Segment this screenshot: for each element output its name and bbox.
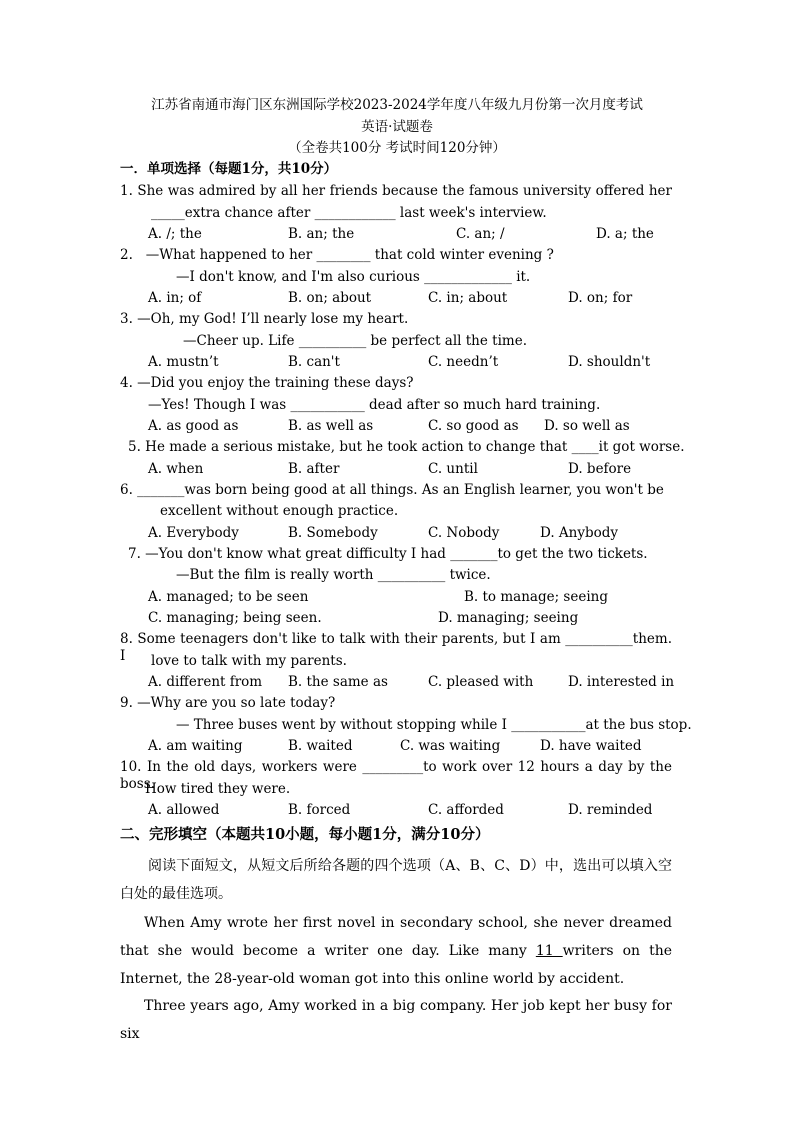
q8-option-b: B. the same as <box>288 674 388 690</box>
q3-option-c: C. needn’t <box>428 354 499 370</box>
q1-option-b: B. an; the <box>288 226 355 242</box>
q8-line1: 8. Some teenagers don't like to talk with their parents, but I am __________them. I <box>120 631 672 664</box>
q9-line2: — Three buses went by without stopping while I ___________at the bus stop. <box>176 717 692 733</box>
q10-line1: 10. In the old days, workers were _________to work over 12 hours a day by the boss. <box>120 759 672 792</box>
q3-option-a: A. mustn’t <box>148 354 219 370</box>
q2-option-d: D. on; for <box>568 290 633 306</box>
q8-option-c: C. pleased with <box>428 674 534 690</box>
q7-option-d: D. managing; seeing <box>438 610 579 626</box>
q10-option-c: C. afforded <box>428 802 504 818</box>
q9-option-b: B. waited <box>288 738 353 754</box>
q1-line1: 1. She was admired by all her friends because the famous university offered her <box>120 183 672 199</box>
q7-line2: —But the film is really worth __________ twice. <box>176 567 491 583</box>
q3-line2: —Cheer up. Life __________ be perfect all the time. <box>183 333 527 349</box>
q2-line1: 2. —What happened to her ________ that cold winter evening ? <box>120 247 554 263</box>
q4-line2: —Yes! Though I was ___________ dead after so much hard training. <box>148 397 601 413</box>
q8-option-d: D. interested in <box>568 674 675 690</box>
section2-instruction: 阅读下面短文，从短文后所给各题的四个选项（A、B、C、D）中，选出可以填入空白处的最佳选项。 <box>120 858 672 902</box>
q3-line1: 3. —Oh, my God! I’ll nearly lose my heart. <box>120 311 409 327</box>
q2-option-a: A. in; of <box>148 290 202 306</box>
exam-title: 江苏省南通市海门区东洲国际学校2023-2024学年度八年级九月份第一次月度考试 <box>151 97 643 113</box>
q7-option-c: C. managing; being seen. <box>148 610 322 626</box>
q1-option-a: A. /; the <box>148 226 202 242</box>
q2-option-b: B. on; about <box>288 290 372 306</box>
q6-line2: excellent without enough practice. <box>160 503 399 519</box>
q6-option-a: A. Everybody <box>148 525 239 541</box>
q5-line1: 5. He made a serious mistake, but he took action to change that ____it got worse. <box>128 439 685 455</box>
exam-subtitle: 英语·试题卷 <box>361 119 433 135</box>
q7-line1: 7. —You don't know what great difficulty I had _______to get the two tickets. <box>128 546 648 562</box>
passage-p1-before: When Amy wrote her first novel in secondary school, she never dreamed that she would become a writer one day. Like many <box>120 915 672 959</box>
q4-option-c: C. so good as <box>428 418 519 434</box>
q3-option-d: D. shouldn't <box>568 354 651 370</box>
section1-heading: 一．单项选择（每题1分，共10分） <box>120 161 338 177</box>
q6-line1: 6. _______was born being good at all things. As an English learner, you won't be <box>120 482 664 498</box>
section2-heading: 二、完形填空（本题共10小题，每小题1分，满分10分） <box>120 826 490 843</box>
q7-option-b: B. to manage; seeing <box>464 589 608 605</box>
q10-option-a: A. allowed <box>148 802 220 818</box>
q9-line1: 9. —Why are you so late today? <box>120 695 336 711</box>
q9-option-a: A. am waiting <box>148 738 243 754</box>
q4-option-b: B. as well as <box>288 418 374 434</box>
q1-option-d: D. a; the <box>596 226 654 242</box>
q7-option-a: A. managed; to be seen <box>148 589 309 605</box>
q5-option-c: C. until <box>428 461 478 477</box>
q6-option-c: C. Nobody <box>428 525 500 541</box>
q10-option-b: B. forced <box>288 802 351 818</box>
q6-option-b: B. Somebody <box>288 525 378 541</box>
q5-option-b: B. after <box>288 461 340 477</box>
q2-line2: —I don't know, and I'm also curious _____________ it. <box>176 269 531 285</box>
q10-option-d: D. reminded <box>568 802 653 818</box>
q2-option-c: C. in; about <box>428 290 508 306</box>
q4-option-a: A. as good as <box>148 418 239 434</box>
passage-blank-11: 11 <box>535 943 563 959</box>
q1-option-c: C. an; / <box>456 226 505 242</box>
q4-line1: 4. —Did you enjoy the training these days? <box>120 375 414 391</box>
exam-info: （全卷共100分 考试时间120分钟） <box>288 140 506 156</box>
q3-option-b: B. can't <box>288 354 340 370</box>
q9-option-d: D. have waited <box>540 738 642 754</box>
q9-option-c: C. was waiting <box>400 738 501 754</box>
passage-paragraph-2: Three years ago, Amy worked in a big company. Her job kept her busy for six <box>120 998 672 1042</box>
passage-paragraph-1 <box>120 909 672 993</box>
q8-option-a: A. different from <box>148 674 263 690</box>
q1-line2: _____extra chance after ____________ last week's interview. <box>151 205 547 221</box>
q8-line2: love to talk with my parents. <box>151 653 347 669</box>
q5-option-a: A. when <box>148 461 204 477</box>
passage-p1-after: writers on the Internet, the 28-year-old woman got into this online world by accident. <box>120 943 672 987</box>
q4-option-d: D. so well as <box>544 418 630 434</box>
q6-option-d: D. Anybody <box>540 525 619 541</box>
q5-option-d: D. before <box>568 461 632 477</box>
q10-line2: How tired they were. <box>145 781 291 797</box>
